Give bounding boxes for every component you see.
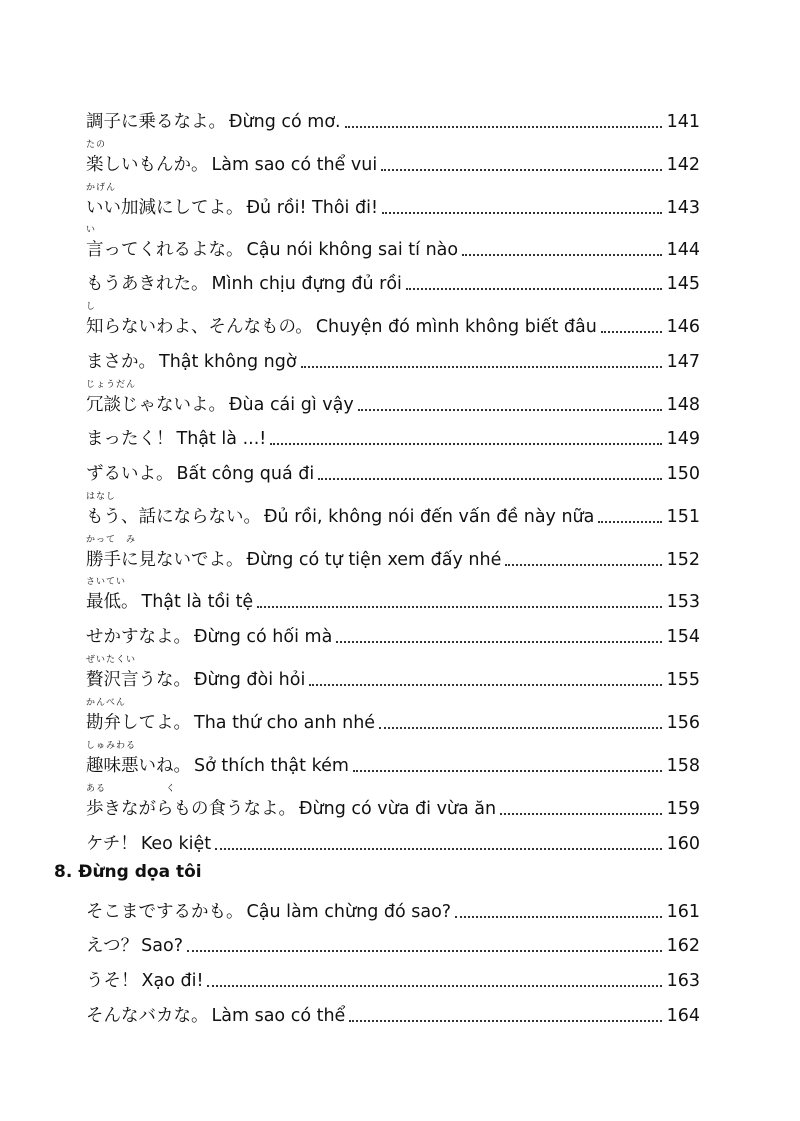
vietnamese-translation: Xạo đi! bbox=[141, 971, 204, 991]
page-number: 152 bbox=[666, 550, 700, 570]
entry-text bbox=[86, 577, 254, 614]
japanese-phrase: えつ？ bbox=[86, 936, 139, 956]
toc-entry bbox=[86, 266, 700, 296]
dot-leader bbox=[500, 813, 662, 815]
vietnamese-translation: Thật không ngờ bbox=[159, 352, 297, 372]
dot-leader bbox=[455, 916, 662, 918]
entry-japanese bbox=[86, 183, 244, 220]
entry-text bbox=[86, 225, 459, 262]
page-number: 154 bbox=[666, 627, 700, 647]
entry-text bbox=[86, 272, 402, 296]
dot-leader bbox=[336, 641, 662, 643]
furigana: かんべん bbox=[86, 698, 126, 708]
dot-leader bbox=[505, 564, 662, 566]
furigana: たの bbox=[86, 140, 107, 150]
page-number: 161 bbox=[666, 902, 700, 922]
japanese-phrase: 最低。 bbox=[86, 592, 139, 612]
dot-leader bbox=[462, 254, 662, 256]
entry-japanese bbox=[86, 655, 191, 692]
entry-japanese bbox=[86, 110, 226, 134]
toc-entry bbox=[86, 655, 700, 692]
toc-entry bbox=[86, 998, 700, 1028]
vietnamese-translation: Bất công quá đi bbox=[176, 464, 315, 484]
toc-entry bbox=[86, 225, 700, 262]
japanese-phrase: そんなバカな。 bbox=[86, 1006, 209, 1026]
entry-text bbox=[86, 350, 297, 374]
entry-japanese bbox=[86, 492, 261, 529]
vietnamese-translation: Mình chịu đựng đủ rồi bbox=[211, 274, 402, 294]
vietnamese-translation: Chuyện đó mình không biết đâu bbox=[315, 317, 597, 337]
toc-entry bbox=[86, 183, 700, 220]
vietnamese-translation: Thật là ...! bbox=[176, 429, 267, 449]
entry-text bbox=[86, 302, 597, 339]
entry-japanese bbox=[86, 1004, 209, 1028]
japanese-phrase: ずるいよ。 bbox=[86, 464, 174, 484]
entry-japanese bbox=[86, 427, 174, 451]
entry-japanese bbox=[86, 625, 191, 649]
furigana: しゅみわる bbox=[86, 741, 137, 751]
vietnamese-translation: Đừng có hối mà bbox=[194, 627, 333, 647]
japanese-phrase: いい加減にしてよ。 bbox=[86, 198, 244, 218]
vietnamese-translation: Đừng có tự tiện xem đấy nhé bbox=[246, 550, 502, 570]
japanese-phrase: まったく！ bbox=[86, 429, 174, 449]
entry-japanese bbox=[86, 350, 156, 374]
japanese-phrase: 冗談じゃないよ。 bbox=[86, 395, 226, 415]
vietnamese-translation: Đừng đòi hỏi bbox=[194, 670, 306, 690]
japanese-phrase: もうあきれた。 bbox=[86, 274, 209, 294]
toc-entry bbox=[86, 535, 700, 572]
entry-japanese bbox=[86, 698, 191, 735]
entry-japanese bbox=[86, 832, 138, 856]
japanese-phrase: うそ！ bbox=[86, 971, 139, 991]
vietnamese-translation: Tha thứ cho anh nhé bbox=[194, 713, 376, 733]
entry-japanese bbox=[86, 272, 209, 296]
entry-japanese bbox=[86, 934, 138, 958]
dot-leader bbox=[358, 409, 662, 411]
japanese-phrase: 調子に乗るなよ。 bbox=[86, 112, 226, 132]
japanese-phrase: そこまでするかも。 bbox=[86, 902, 244, 922]
entry-text bbox=[86, 140, 378, 177]
entry-text bbox=[86, 535, 502, 572]
japanese-phrase: まさか。 bbox=[86, 352, 156, 372]
page-number: 160 bbox=[666, 834, 700, 854]
vietnamese-translation: Đủ rồi! Thôi đi! bbox=[246, 198, 378, 218]
toc-entry bbox=[86, 928, 700, 958]
dot-leader bbox=[345, 126, 662, 128]
entry-text bbox=[86, 832, 211, 856]
dot-leader bbox=[215, 848, 662, 850]
toc-entry bbox=[86, 826, 700, 856]
page-number: 147 bbox=[666, 352, 700, 372]
entry-text bbox=[86, 655, 306, 692]
toc-entry bbox=[86, 784, 700, 821]
japanese-phrase: 趣味悪いね。 bbox=[86, 756, 191, 776]
entry-text bbox=[86, 900, 451, 924]
page-number: 163 bbox=[666, 971, 700, 991]
page-number: 151 bbox=[666, 507, 700, 527]
vietnamese-translation: Thật là tồi tệ bbox=[141, 592, 254, 612]
entry-text bbox=[86, 784, 497, 821]
japanese-phrase: 歩きながらもの食うなよ。 bbox=[86, 799, 296, 819]
page-number: 148 bbox=[666, 395, 700, 415]
page-number: 144 bbox=[666, 240, 700, 260]
entry-japanese bbox=[86, 380, 226, 417]
page-number: 153 bbox=[666, 592, 700, 612]
page-number: 150 bbox=[666, 464, 700, 484]
dot-leader bbox=[257, 606, 662, 608]
dot-leader bbox=[318, 478, 662, 480]
page-number: 141 bbox=[666, 112, 700, 132]
japanese-phrase: ケチ！ bbox=[86, 834, 138, 854]
entry-text bbox=[86, 110, 341, 134]
toc-entry bbox=[86, 140, 700, 177]
vietnamese-translation: Đủ rồi, không nói đến vấn đề này nữa bbox=[264, 507, 595, 527]
dot-leader bbox=[382, 212, 662, 214]
vietnamese-translation: Cậu làm chừng đó sao? bbox=[246, 902, 452, 922]
dot-leader bbox=[187, 950, 662, 952]
japanese-phrase: せかすなよ。 bbox=[86, 627, 191, 647]
dot-leader bbox=[349, 1020, 662, 1022]
entry-japanese bbox=[86, 302, 313, 339]
dot-leader bbox=[601, 331, 662, 333]
japanese-phrase: 言ってくれるよな。 bbox=[86, 240, 244, 260]
entry-japanese bbox=[86, 900, 244, 924]
dot-leader bbox=[270, 443, 662, 445]
toc-entry bbox=[86, 698, 700, 735]
entry-japanese bbox=[86, 535, 244, 572]
entry-text bbox=[86, 462, 314, 486]
section-title: 8. Đừng dọa tôi bbox=[54, 862, 202, 882]
entry-japanese bbox=[86, 140, 209, 177]
page-number: 145 bbox=[666, 274, 700, 294]
page-number: 162 bbox=[666, 936, 700, 956]
toc-entry bbox=[86, 894, 700, 924]
japanese-phrase: 勘弁してよ。 bbox=[86, 713, 191, 733]
entry-japanese bbox=[86, 225, 244, 262]
vietnamese-translation: Làm sao có thể vui bbox=[211, 155, 378, 175]
entry-japanese bbox=[86, 462, 174, 486]
toc-entry bbox=[86, 344, 700, 374]
vietnamese-translation: Làm sao có thể bbox=[211, 1006, 346, 1026]
toc-entry bbox=[86, 104, 700, 134]
toc-entry bbox=[86, 619, 700, 649]
page-number: 164 bbox=[666, 1006, 700, 1026]
furigana: さいてい bbox=[86, 577, 127, 587]
vietnamese-translation: Đùa cái gì vậy bbox=[229, 395, 354, 415]
vietnamese-translation: Sở thích thật kém bbox=[194, 756, 349, 776]
furigana: かげん bbox=[86, 183, 117, 193]
toc-entry bbox=[86, 741, 700, 778]
furigana: い bbox=[86, 225, 97, 235]
entry-text bbox=[86, 934, 183, 958]
dot-leader bbox=[309, 684, 662, 686]
dot-leader bbox=[381, 169, 662, 171]
furigana: ぜいたくい bbox=[86, 655, 137, 665]
page-number: 159 bbox=[666, 799, 700, 819]
vietnamese-translation: Cậu nói không sai tí nào bbox=[246, 240, 459, 260]
entry-text bbox=[86, 427, 266, 451]
toc-entry bbox=[86, 421, 700, 451]
entry-text bbox=[86, 1004, 345, 1028]
furigana: かって み bbox=[86, 535, 137, 545]
page-number: 146 bbox=[666, 317, 700, 337]
page-number: 158 bbox=[666, 756, 700, 776]
entry-text bbox=[86, 625, 332, 649]
toc-entry bbox=[86, 963, 700, 993]
page-number: 142 bbox=[666, 155, 700, 175]
page-number: 143 bbox=[666, 198, 700, 218]
entry-japanese bbox=[86, 577, 139, 614]
japanese-phrase: もう、話にならない。 bbox=[86, 507, 261, 527]
toc-entry bbox=[86, 492, 700, 529]
entry-text bbox=[86, 492, 595, 529]
dot-leader bbox=[353, 770, 662, 772]
entry-text bbox=[86, 741, 349, 778]
dot-leader bbox=[598, 521, 662, 523]
toc-entry bbox=[86, 302, 700, 339]
entry-text bbox=[86, 183, 378, 220]
entry-japanese bbox=[86, 969, 139, 993]
japanese-phrase: 楽しいもんか。 bbox=[86, 155, 209, 175]
entry-text bbox=[86, 380, 354, 417]
dot-leader bbox=[406, 288, 662, 290]
dot-leader bbox=[207, 985, 662, 987]
dot-leader bbox=[379, 727, 662, 729]
entry-text bbox=[86, 698, 376, 735]
japanese-phrase: 勝手に見ないでよ。 bbox=[86, 550, 244, 570]
furigana: ある く bbox=[86, 784, 177, 794]
toc-entry bbox=[86, 380, 700, 417]
page-number: 149 bbox=[666, 429, 700, 449]
entry-japanese bbox=[86, 784, 296, 821]
toc-entry bbox=[86, 577, 700, 614]
japanese-phrase: 知らないわよ、そんなもの。 bbox=[86, 317, 313, 337]
furigana: し bbox=[86, 302, 97, 312]
furigana: じょうだん bbox=[86, 380, 137, 390]
page-number: 155 bbox=[666, 670, 700, 690]
vietnamese-translation: Đừng có mơ. bbox=[229, 112, 341, 132]
entry-text bbox=[86, 969, 203, 993]
japanese-phrase: 贅沢言うな。 bbox=[86, 670, 191, 690]
entry-japanese bbox=[86, 741, 191, 778]
vietnamese-translation: Đừng có vừa đi vừa ăn bbox=[299, 799, 497, 819]
dot-leader bbox=[301, 366, 662, 368]
page-number: 156 bbox=[666, 713, 700, 733]
toc-entry bbox=[86, 456, 700, 486]
vietnamese-translation: Sao? bbox=[141, 936, 183, 956]
furigana: はなし bbox=[86, 492, 117, 502]
vietnamese-translation: Keo kiệt bbox=[140, 834, 212, 854]
